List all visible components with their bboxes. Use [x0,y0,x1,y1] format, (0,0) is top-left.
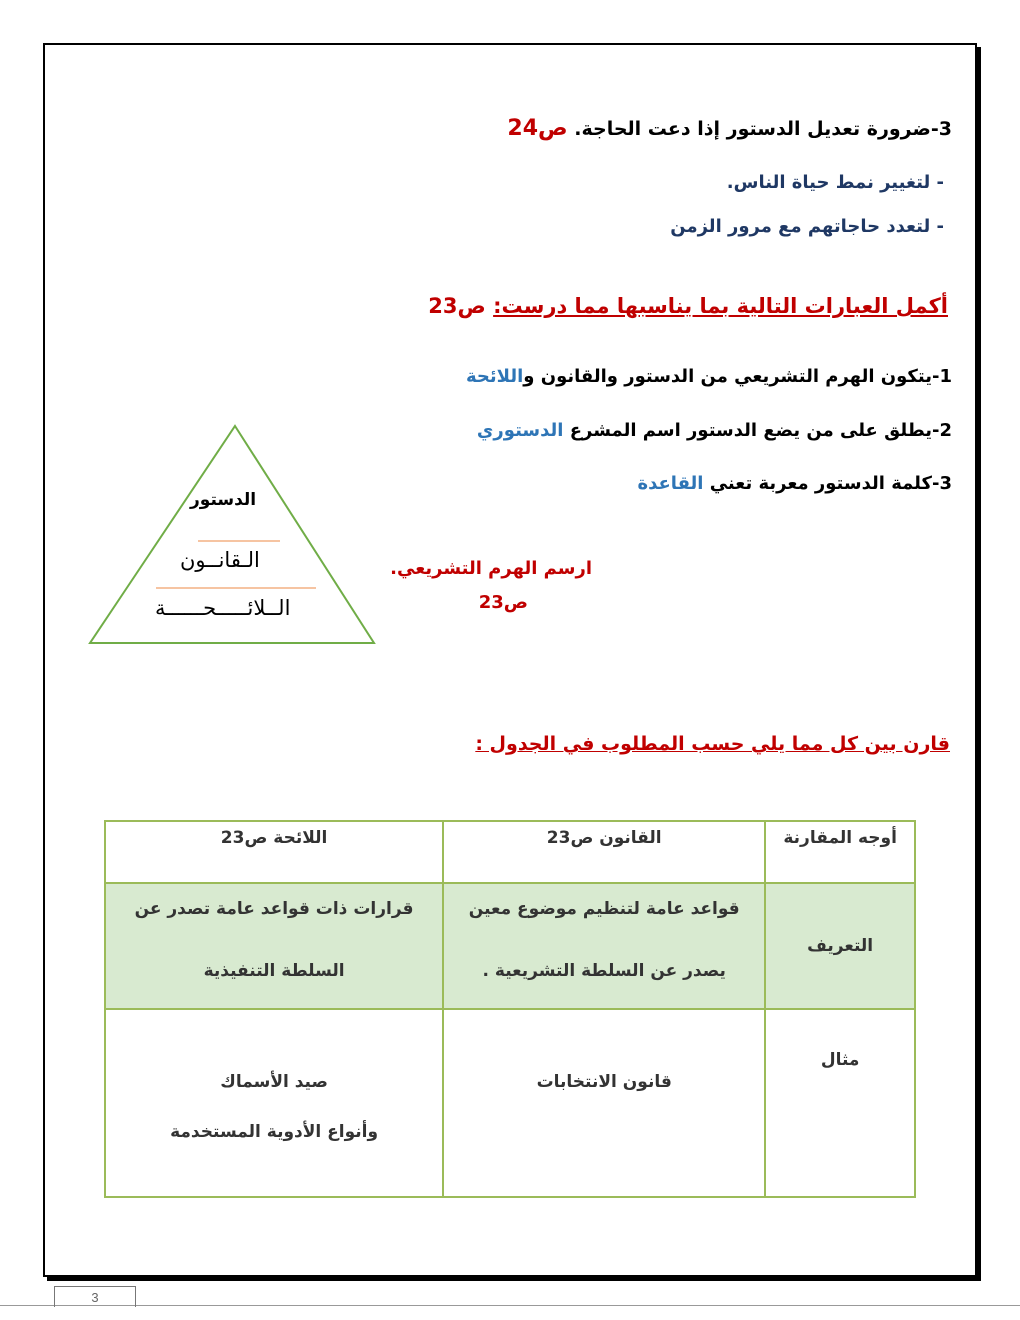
section3-num: 3 [938,118,952,140]
section3-bullet-2: - لتعدد حاجاتهم مع مرور الزمن [670,216,944,237]
table-header-row [105,821,915,883]
complete-item-2 [477,420,952,441]
complete-item-3 [637,473,952,494]
header-regulation: اللائحة ص23 [105,821,443,883]
pyramid-top-label: الدستور [190,490,257,510]
complete-heading-line [428,294,948,318]
complete-item-2-text: 2-يطلق على من يضع الدستور اسم المشرع [563,420,952,441]
example-law-line-1: قانون الانتخابات [536,1072,672,1092]
definition-law-line-2: يصدر عن السلطة التشريعية . [482,961,726,981]
footer-line [0,1305,1020,1306]
complete-item-3-text: 3-كلمة الدستور معربة تعني [703,473,952,494]
definition-law-line-1: قواعد عامة لتنظيم موضوع معين [468,899,740,919]
complete-ref: ص23 [428,294,486,318]
definition-law [443,883,765,1009]
pyramid-bottom-label: الــلائـــــحــــــة [155,596,291,620]
example-regulation-line-2: وأنواع الأدوية المستخدمة [170,1122,379,1142]
section3-ref: ص24 [507,116,568,141]
table-row-definition [105,883,915,1009]
example-regulation [105,1009,443,1197]
pyramid-instruction: ارسم الهرم التشريعي. [390,558,592,579]
table-row-example [105,1009,915,1197]
definition-regulation [105,883,443,1009]
complete-item-1-answer: اللائحة [466,366,524,387]
complete-heading: أكمل العبارات التالية بما يناسبها مما درست: [493,294,948,318]
section3-bullet-1: - لتغيير نمط حياة الناس. [726,172,944,193]
example-law [443,1009,765,1197]
definition-regulation-line-2: السلطة التنفيذية [203,961,345,981]
complete-item-2-answer: الدستوري [476,420,564,441]
page-number: 3 [54,1286,136,1307]
pyramid-ref: ص23 [478,592,528,613]
definition-label: التعريف [765,883,915,1009]
example-label: مثال [765,1009,915,1197]
comparison-table [104,820,916,1198]
definition-regulation-line-1: قرارات ذات قواعد عامة تصدر عن [134,899,414,919]
pyramid-middle-label: الـقانــون [180,548,260,572]
section3-line [507,116,952,141]
compare-heading-line [475,733,950,755]
section3-title: -ضرورة تعديل الدستور إذا دعت الحاجة. [574,118,939,140]
example-regulation-line-1: صيد الأسماك [220,1072,328,1092]
complete-item-3-answer: القاعدة [637,473,704,494]
complete-item-1-text: 1-يتكون الهرم التشريعي من الدستور والقانون و [523,366,952,387]
compare-heading: قارن بين كل مما يلي حسب المطلوب في الجدول : [475,733,950,755]
header-aspect: أوجه المقارنة [765,821,915,883]
header-law: القانون ص23 [443,821,765,883]
complete-item-1 [466,366,952,387]
